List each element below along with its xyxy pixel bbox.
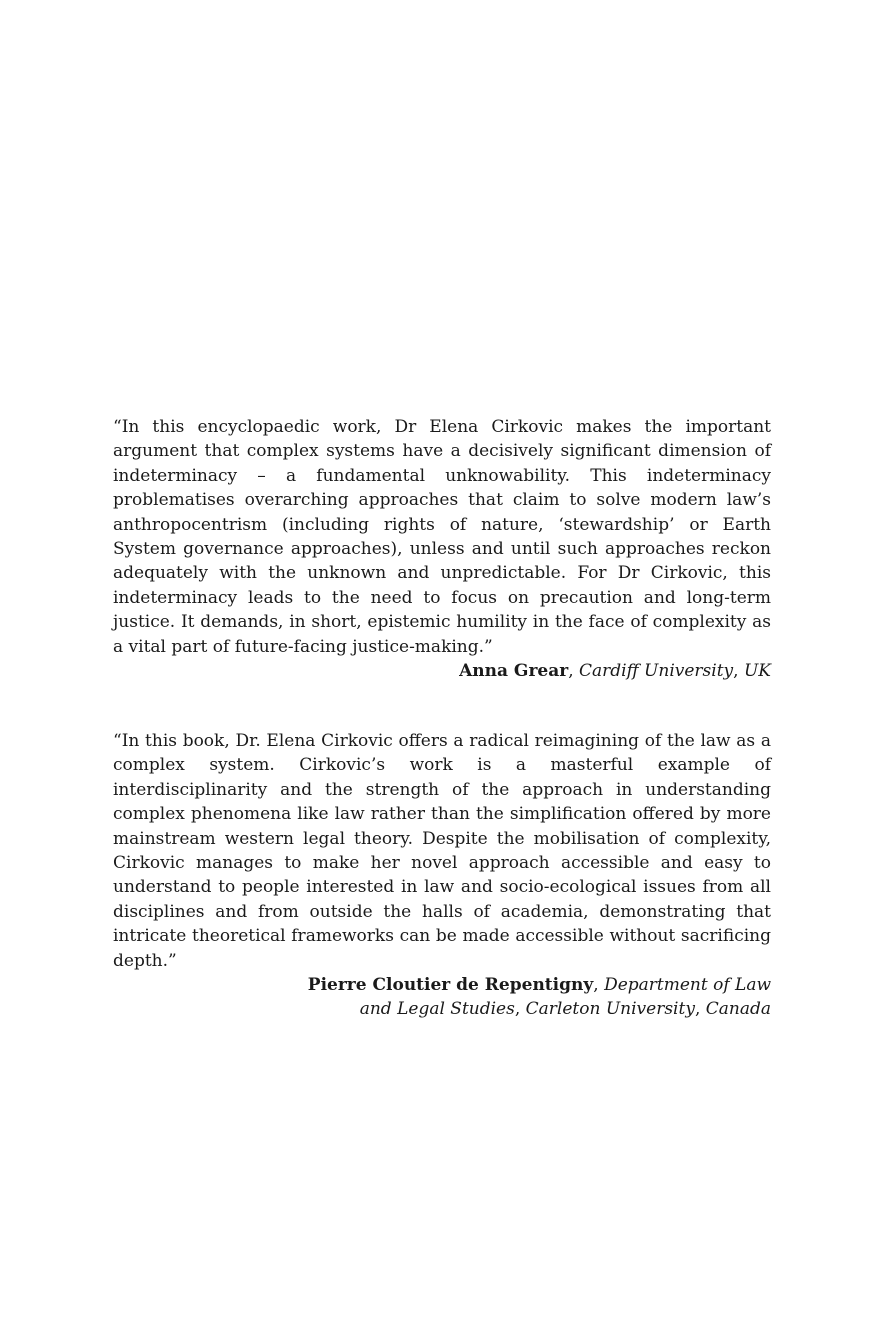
endorsement-anna-grear xyxy=(113,415,771,683)
endorser-affiliation-line-2: and Legal Studies xyxy=(359,999,515,1020)
separator: , xyxy=(593,975,605,996)
separator: , xyxy=(514,999,526,1020)
endorser-university: Carleton University xyxy=(525,999,695,1020)
endorser-country: Canada xyxy=(705,999,771,1020)
endorser-country: UK xyxy=(743,661,771,682)
endorsement-attribution xyxy=(113,973,771,1022)
endorser-affiliation: Cardiff University xyxy=(579,661,734,682)
separator: , xyxy=(733,661,744,682)
endorsement-quote: “In this book, Dr. Elena Cirkovic offers a radical reimagining of the law as a complex system. Cirkovic’s work is a masterful example of interdisciplinarity and the strength of the approach in understanding complex phenomena like law rather than the simplification offered by more mainstream western legal theory. Despite the mobilisation of complexity, Cirkovic manages to make her novel approach accessible and easy to understand to people interested in law and socio-ecological issues from all disciplines and from outside the halls of academia, demonstrating that intricate theoretical frameworks can be made accessible without sacrificing depth.” xyxy=(113,731,771,971)
endorsement-attribution xyxy=(113,659,771,683)
separator: , xyxy=(694,999,706,1020)
endorsement-quote: “In this encyclopaedic work, Dr Elena Cirkovic makes the important argument that complex systems have a decisively significant dimension of indeterminacy – a fundamental unknowability. This indeterminacy problematises overarching approaches that claim to solve modern law’s anthropocentrism (including rights of nature, ‘stewardship’ or Earth System governance approaches), unless and until such approaches reckon adequately with the unknown and unpredictable. For Dr Cirkovic, this indeterminacy leads to the need to focus on precaution and long-term justice. It demands, in short, epistemic humility in the face of complexity as a vital part of future-facing justice-making.” xyxy=(113,417,771,657)
endorser-name: Anna Grear xyxy=(459,661,569,682)
endorser-name: Pierre Cloutier de Repentigny xyxy=(307,975,594,996)
endorsement-pierre-cloutier xyxy=(113,729,771,1022)
endorser-affiliation-line-1: Department of Law xyxy=(604,975,771,996)
separator: , xyxy=(568,661,580,682)
